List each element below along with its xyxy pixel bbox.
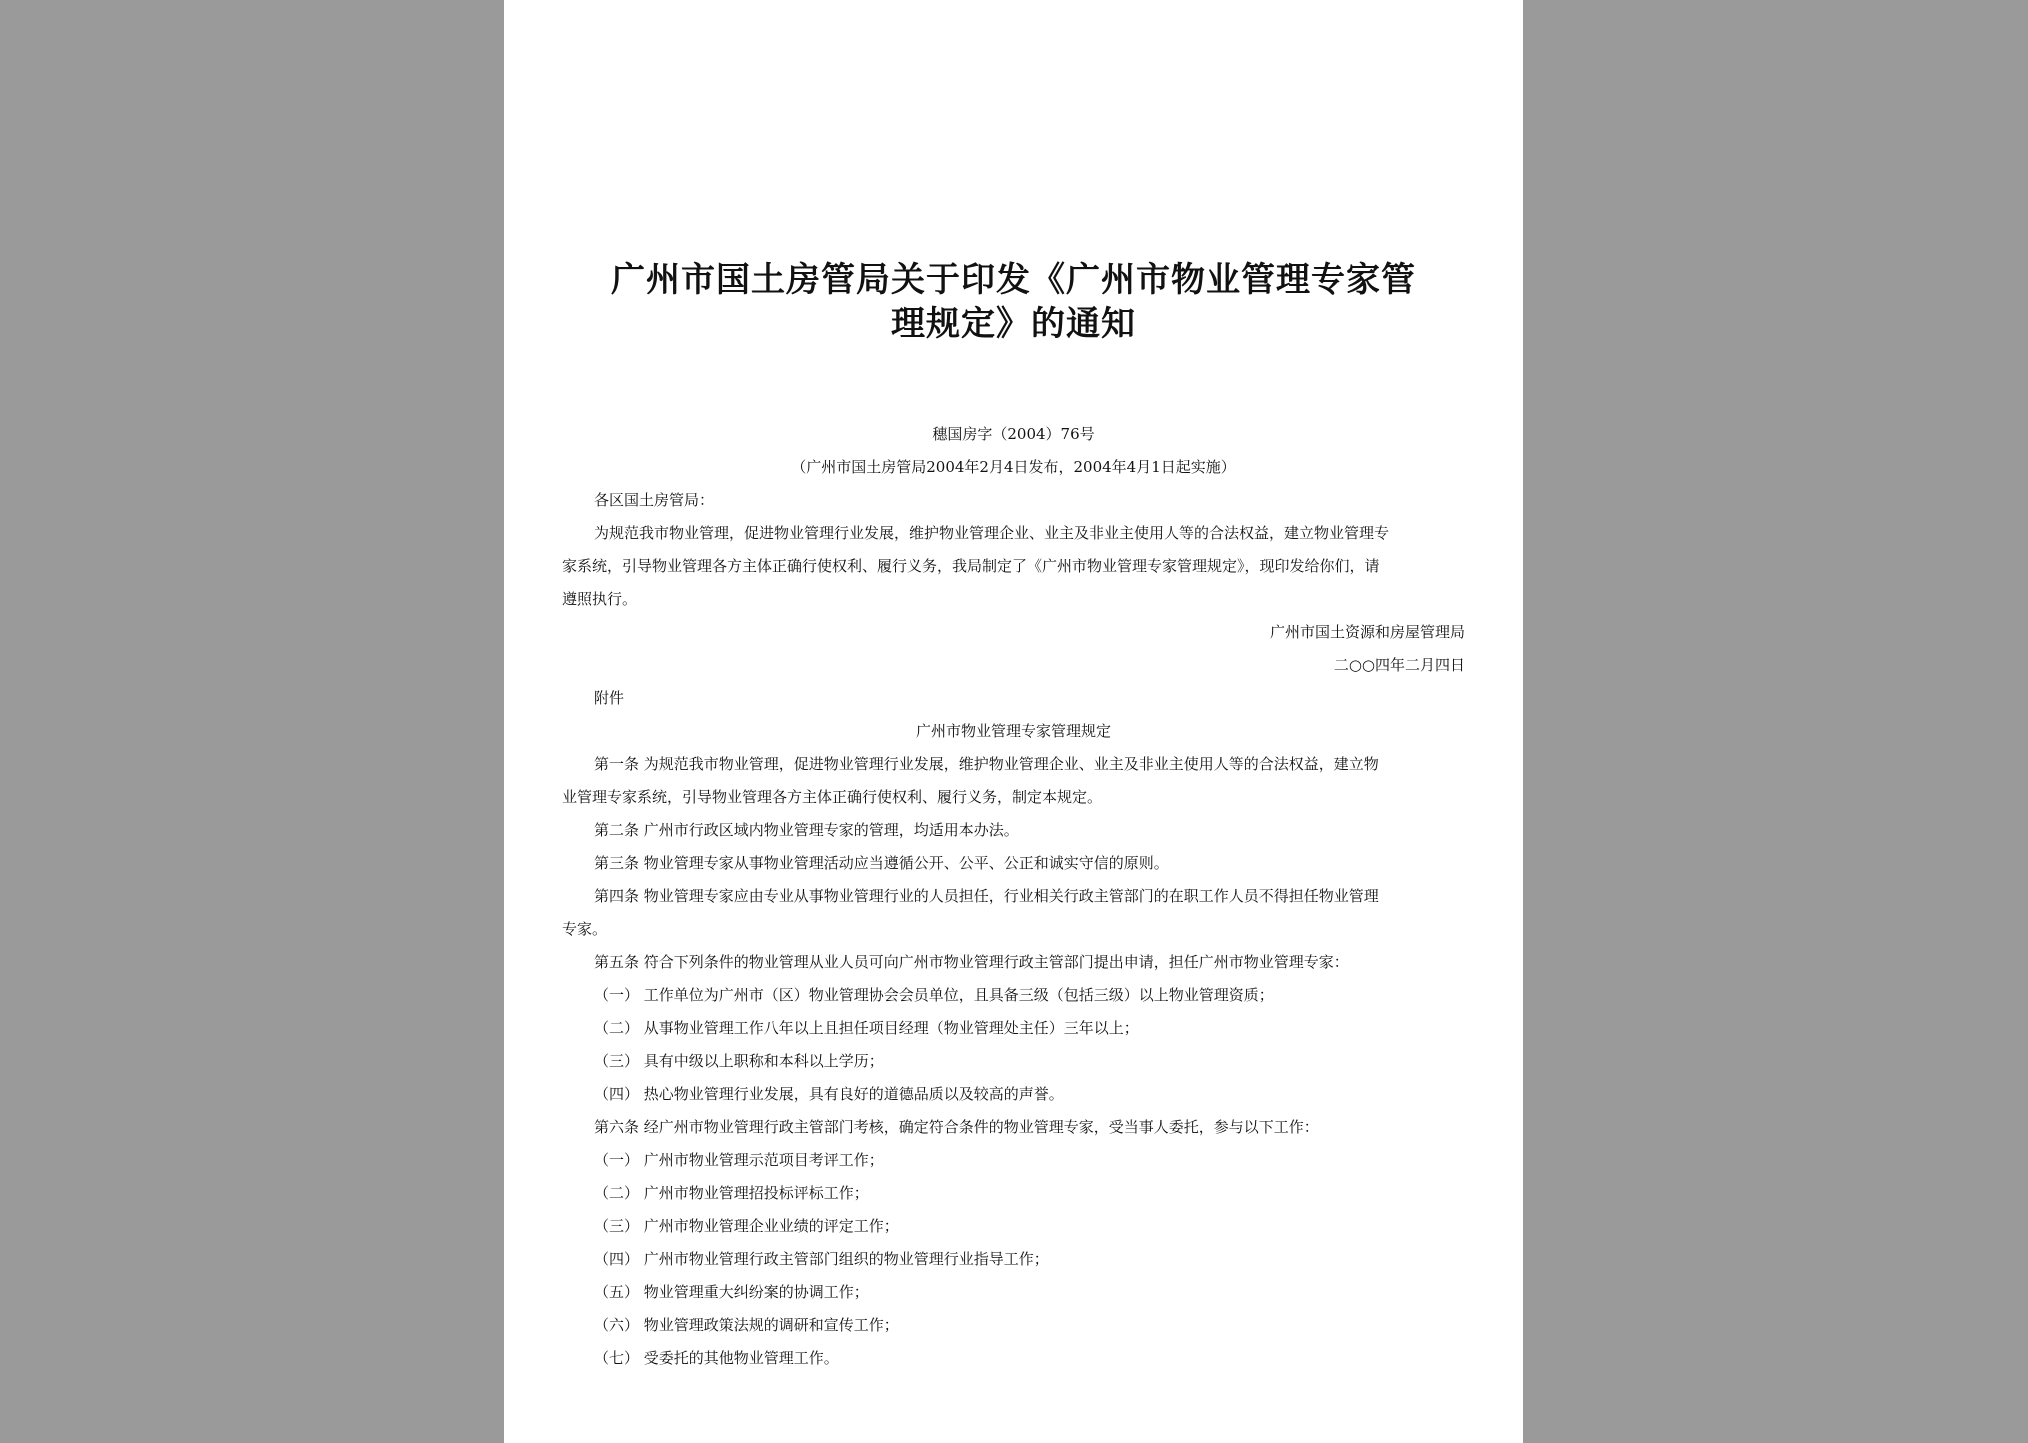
article-5: 第五条 符合下列条件的物业管理从业人员可向广州市物业管理行政主管部门提出申请，担任广州市物业管理专家：	[594, 953, 1349, 971]
issue-date: 二○○四年二月四日	[1333, 656, 1465, 674]
list-item: （四） 热心物业管理行业发展，具有良好的道德品质以及较高的声誉。	[594, 1085, 1064, 1103]
attachment-title: 广州市物业管理专家管理规定	[915, 722, 1111, 740]
doc-number: 穗国房字（2004）76号	[932, 425, 1095, 443]
attachment-label: 附件	[594, 689, 625, 707]
intro-line: 为规范我市物业管理，促进物业管理行业发展，维护物业管理企业、业主及非业主使用人等的合法权益，建立物业管理专	[594, 524, 1390, 542]
title-line-2: 理规定》的通知	[891, 304, 1136, 344]
intro-line: 家系统，引导物业管理各方主体正确行使权利、履行义务，我局制定了《广州市物业管理专家管理规定》，现印发给你们，请	[562, 557, 1380, 575]
issuer: 广州市国土资源和房屋管理局	[1269, 623, 1465, 641]
article-4: 第四条 物业管理专家应由专业从事物业管理行业的人员担任，行业相关行政主管部门的在职工作人员不得担任物业管理	[594, 887, 1379, 905]
document-page	[504, 0, 1523, 1443]
list-item: （五） 物业管理重大纠纷案的协调工作；	[594, 1283, 869, 1301]
list-item: （二） 从事物业管理工作八年以上且担任项目经理（物业管理处主任）三年以上；	[594, 1019, 1139, 1037]
list-item: （一） 工作单位为广州市（区）物业管理协会会员单位，且具备三级（包括三级）以上物业管理资质；	[594, 986, 1274, 1004]
document-title	[594, 258, 1433, 346]
intro-line: 遵照执行。	[562, 590, 638, 608]
list-item: （七） 受委托的其他物业管理工作。	[594, 1349, 839, 1367]
article-6: 第六条 经广州市物业管理行政主管部门考核，确定符合条件的物业管理专家，受当事人委托，参与以下工作：	[594, 1118, 1319, 1136]
list-item: （四） 广州市物业管理行政主管部门组织的物业管理行业指导工作；	[594, 1250, 1049, 1268]
list-item: （一） 广州市物业管理示范项目考评工作；	[594, 1151, 884, 1169]
article-2: 第二条 广州市行政区域内物业管理专家的管理，均适用本办法。	[594, 821, 1019, 839]
article-1: 第一条 为规范我市物业管理，促进物业管理行业发展，维护物业管理企业、业主及非业主使用人等的合法权益，建立物	[594, 755, 1379, 773]
list-item: （六） 物业管理政策法规的调研和宣传工作；	[594, 1316, 899, 1334]
title-line-1: 广州市国土房管局关于印发《广州市物业管理专家管	[611, 260, 1416, 300]
list-item: （二） 广州市物业管理招投标评标工作；	[594, 1184, 869, 1202]
article-1-cont: 业管理专家系统，引导物业管理各方主体正确行使权利、履行义务，制定本规定。	[562, 788, 1103, 806]
article-4-cont: 专家。	[562, 920, 608, 938]
document-body	[562, 418, 1465, 1375]
list-item: （三） 具有中级以上职称和本科以上学历；	[594, 1052, 884, 1070]
publication-note: （广州市国土房管局2004年2月4日发布，2004年4月1日起实施）	[791, 458, 1236, 476]
salutation: 各区国土房管局：	[594, 491, 715, 509]
article-3: 第三条 物业管理专家从事物业管理活动应当遵循公开、公平、公正和诚实守信的原则。	[594, 854, 1169, 872]
list-item: （三） 广州市物业管理企业业绩的评定工作；	[594, 1217, 899, 1235]
